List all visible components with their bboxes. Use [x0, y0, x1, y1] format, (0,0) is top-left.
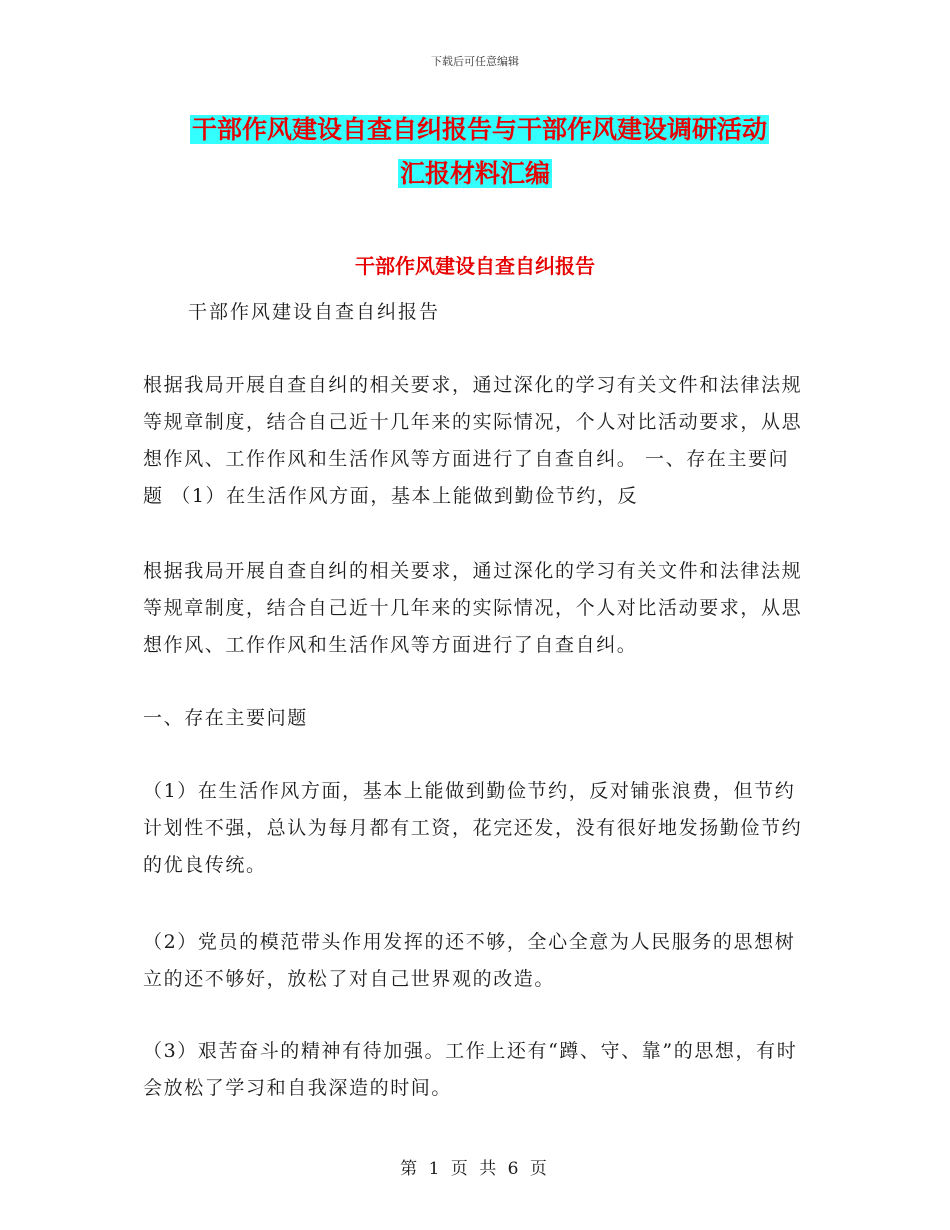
section-heading: 干部作风建设自查自纠报告: [355, 254, 595, 278]
body-paragraph: （2）党员的模范带头作用发挥的还不够，全心全意为人民服务的思想树立的还不够好，放松了对自己世界观的改造。: [143, 931, 796, 990]
page-header-note: 下载后可任意编辑: [431, 55, 519, 68]
body-paragraph: （3）艰苦奋斗的精神有待加强。工作上还有“蹲、守、靠”的思想，有时会放松了学习和自我深造的时间。: [143, 1040, 798, 1099]
body-paragraph: 一、存在主要问题: [143, 707, 308, 729]
document-title-line-2: [0, 158, 950, 190]
body-paragraph: 根据我局开展自查自纠的相关要求，通过深化的学习有关文件和法律法规等规章制度，结合自己近十几年来的实际情况，个人对比活动要求，从思想作风、工作作风和生活作风等方面进行了自查自纠。 一、存在主要问题 （1）在生活作风方面，基本上能做到勤俭节约，反: [143, 374, 803, 507]
section-subheading: 干部作风建设自查自纠报告: [188, 301, 441, 323]
document-title-text-1: 干部作风建设自查自纠报告与干部作风建设调研活动: [192, 115, 768, 144]
page-footer: 第 1 页 共 6 页: [400, 1159, 550, 1179]
document-title-line-1: [190, 114, 810, 146]
body-paragraph: 根据我局开展自查自纠的相关要求，通过深化的学习有关文件和法律法规等规章制度，结合自己近十几年来的实际情况，个人对比活动要求，从思想作风、工作作风和生活作风等方面进行了自查自纠。: [143, 560, 803, 656]
body-paragraph: （1）在生活作风方面，基本上能做到勤俭节约，反对铺张浪费，但节约计划性不强，总认为每月都有工资，花完还发，没有很好地发扬勤俭节约的优良传统。: [143, 780, 803, 876]
document-title-text-2: 汇报材料汇编: [399, 159, 550, 188]
